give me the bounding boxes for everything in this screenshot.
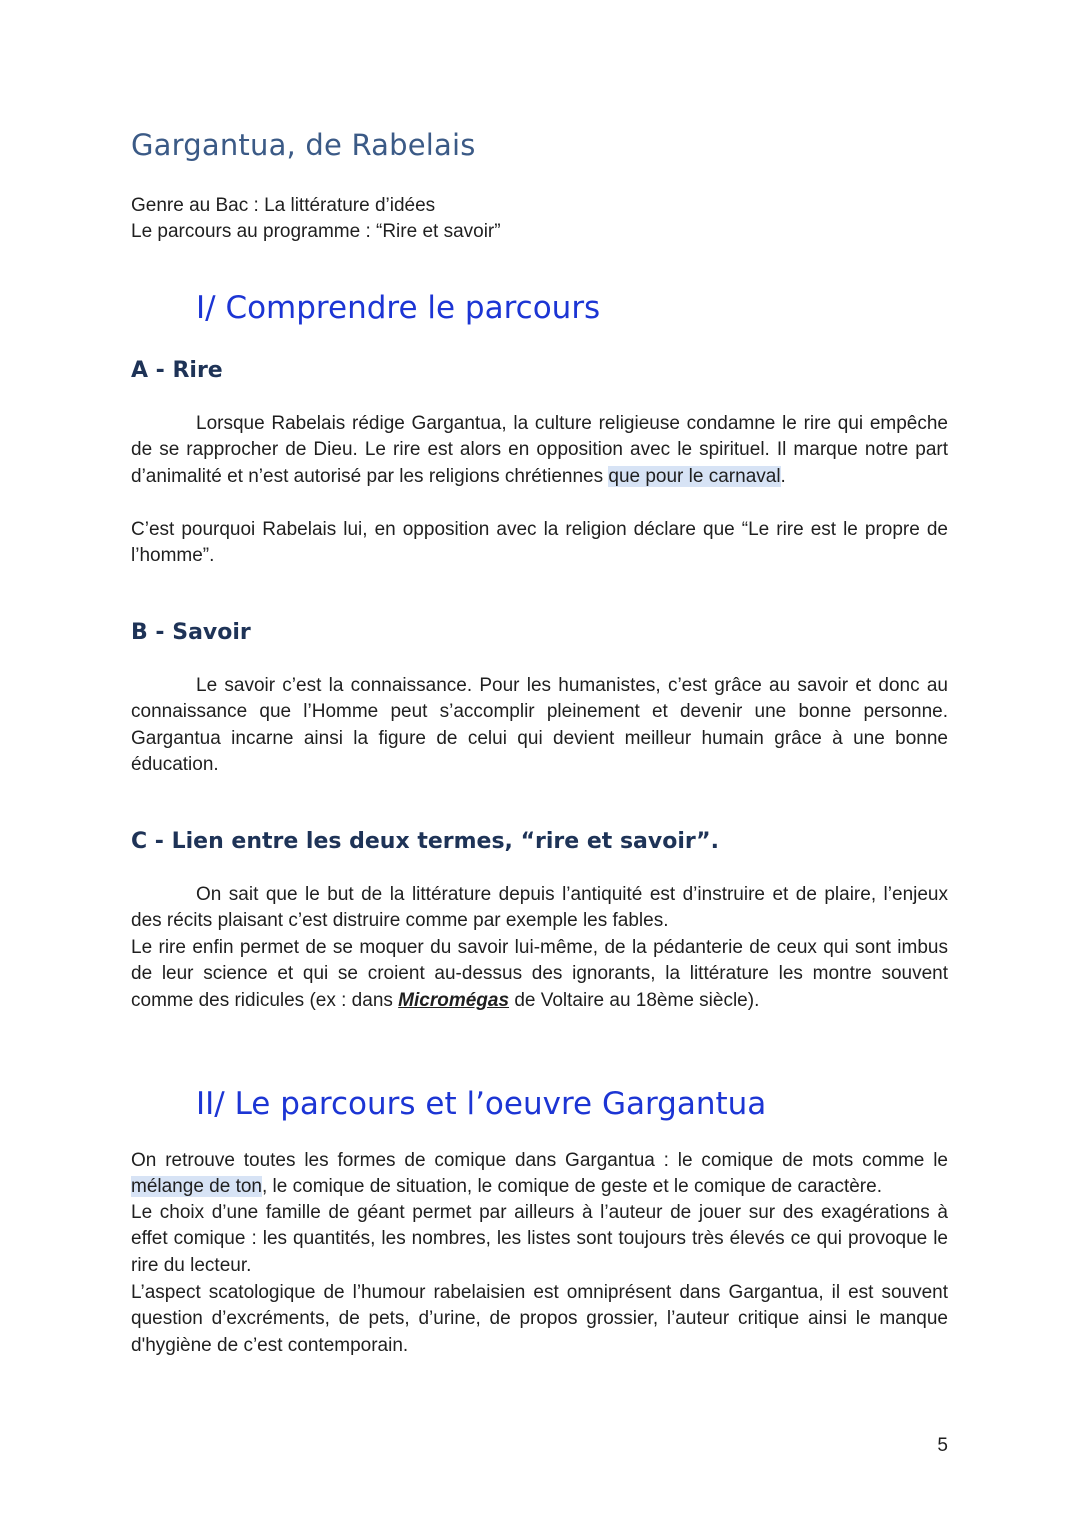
section-1-heading: I/ Comprendre le parcours (196, 290, 601, 326)
document-title: Gargantua, de Rabelais (131, 128, 476, 162)
subsection-a-paragraph-2: C’est pourquoi Rabelais lui, en opposition avec la religion déclare que “Le rire est le propre de l’homme”. (131, 519, 948, 567)
section-2-paragraph-2: Le choix d’une famille de géant permet par ailleurs à l’auteur de jouer sur des exagérations à effet comique : les quantités, les nombres, les listes sont toujours très élevés ce qui provoque le rire du lecteur. (131, 1202, 948, 1276)
subsection-a-heading: A - Rire (131, 358, 223, 383)
subsection-b-paragraph-1: Le savoir c’est la connaissance. Pour les humanistes, c’est grâce au savoir et donc au connaissance que l’Homme peut s’accomplir pleinement et devenir une bonne personne. Gargantua incarne ainsi la figure de celui qui devient meilleur humain grâce à une bonne éducation. (131, 675, 948, 775)
subsection-b-heading: B - Savoir (131, 620, 251, 645)
genre-line: Genre au Bac : La littérature d’idées (131, 195, 436, 216)
text-run: Le rire enfin permet de se moquer du savoir lui-même, de la pédanterie de ceux qui sont imbus de leur science et qui se croient au-dessus des ignorants, la littérature les montre souvent comme des ridicules (ex : dans (131, 937, 948, 1011)
section-2-paragraph-1 (131, 1148, 948, 1201)
subsection-c-heading: C - Lien entre les deux termes, “rire et savoir”. (131, 829, 719, 854)
text-run: , le comique de situation, le comique de geste et le comique de caractère. (262, 1176, 882, 1198)
page-number: 5 (937, 1435, 948, 1456)
highlighted-text: mélange de ton (131, 1176, 262, 1198)
text-run: de Voltaire au 18ème siècle). (509, 989, 760, 1011)
section-2-paragraph-3: L’aspect scatologique de l’humour rabelaisien est omniprésent dans Gargantua, il est souvent question d’excréments, de pets, d’urine, de propos grossier, l’auteur critique ainsi le manque d'hygiène de c’est contemporain. (131, 1282, 948, 1356)
work-reference: Micromégas (398, 989, 510, 1011)
text-run: On retrouve toutes les formes de comique dans Gargantua : le comique de mots comme le (131, 1150, 948, 1171)
subsection-a-paragraph-1 (131, 411, 948, 490)
text-run: Lorsque Rabelais rédige Gargantua, la culture religieuse condamne le rire qui empêche de se rapprocher de Dieu. Le rire est alors en opposition avec le spirituel. Il marque notre part d’animalité et n’est autorisé par les religions chrétiennes (131, 413, 948, 487)
subsection-c-paragraph-2 (131, 935, 948, 1014)
parcours-line: Le parcours au programme : “Rire et savoir” (131, 221, 501, 242)
text-run: . (780, 465, 786, 487)
subsection-c-paragraph-1: On sait que le but de la littérature depuis l’antiquité est d’instruire et de plaire, l’enjeux des récits plaisant c’est distruire comme par exemple les fables. (131, 884, 948, 932)
highlighted-text: que pour le carnaval (608, 465, 781, 487)
section-2-heading: II/ Le parcours et l’oeuvre Gargantua (196, 1086, 767, 1122)
